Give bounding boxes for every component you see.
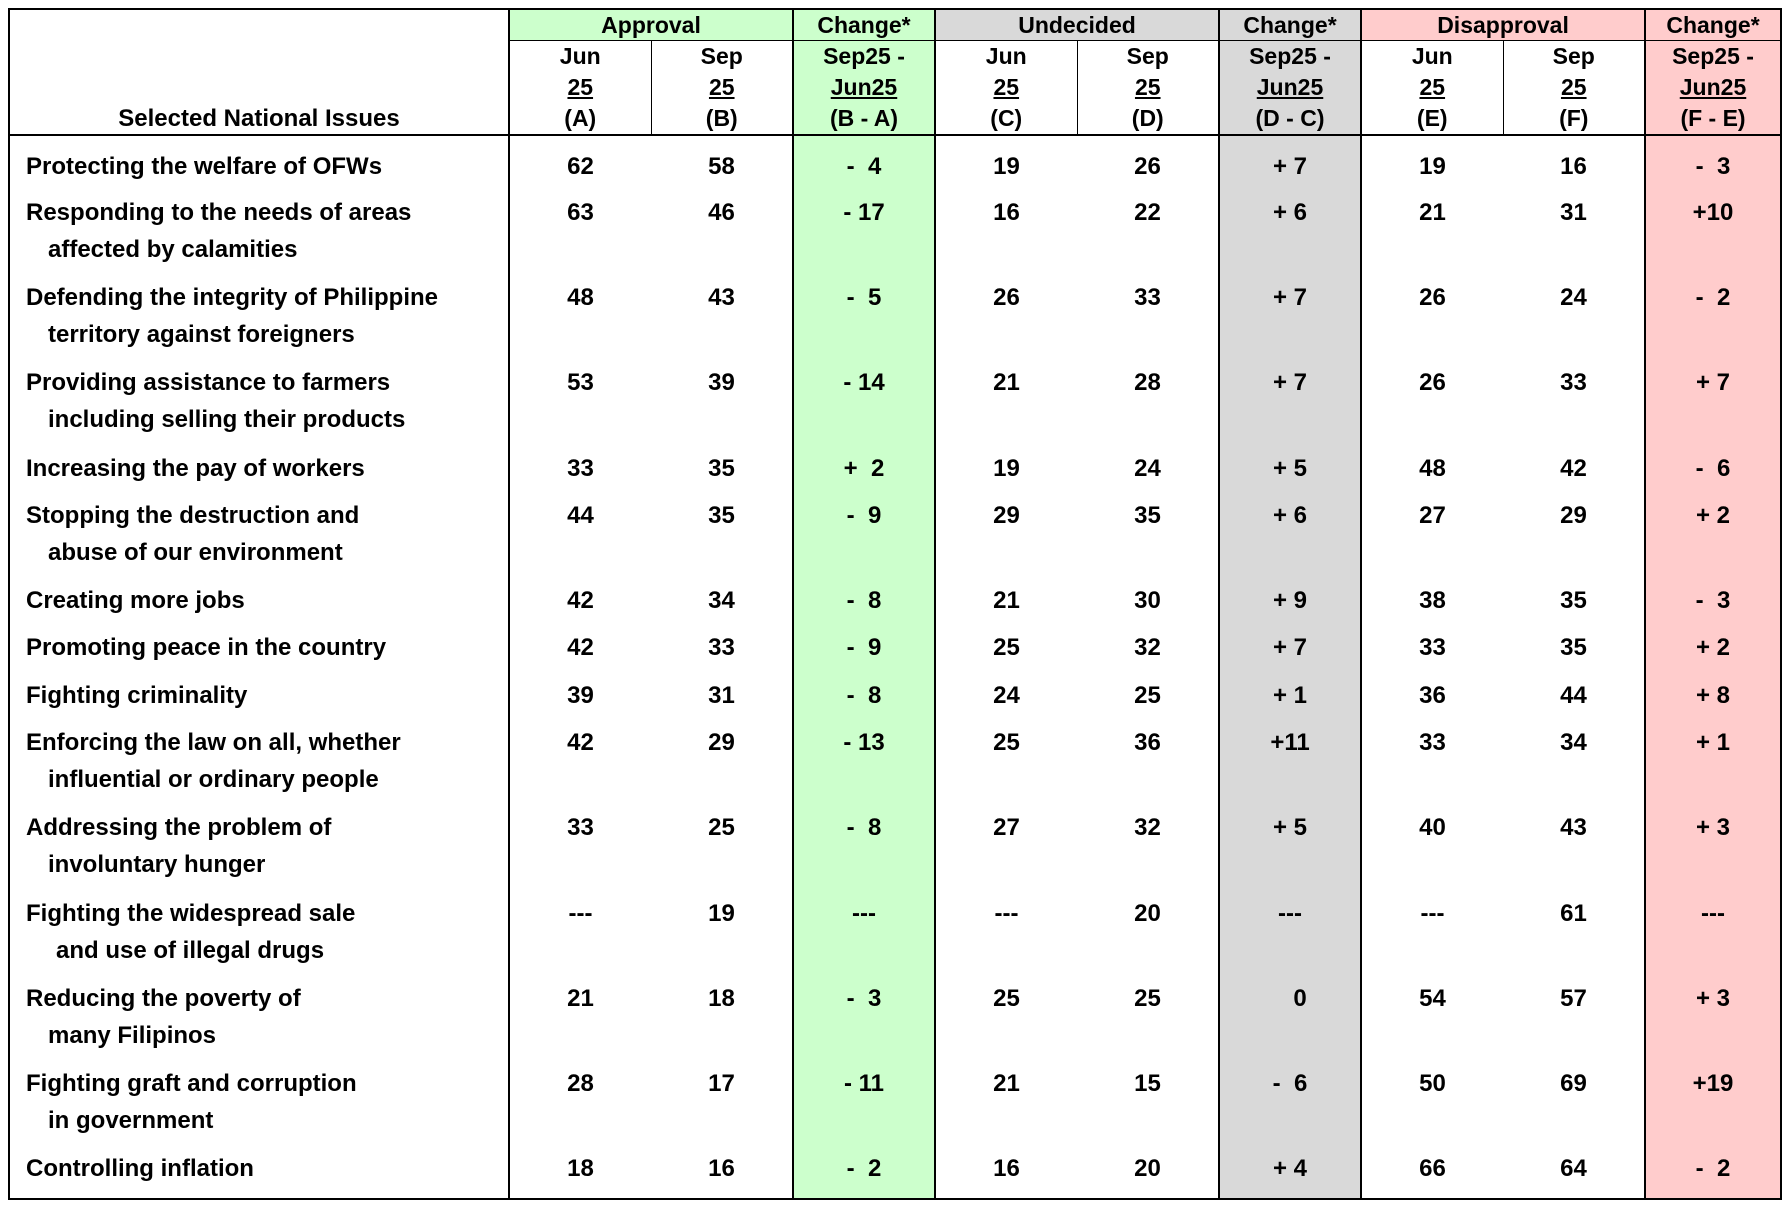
issue-label-line: Fighting criminality <box>26 681 248 709</box>
column-header-line1: Jun <box>559 43 601 69</box>
value-cell: 35 <box>1134 501 1161 529</box>
value-cell: 46 <box>708 198 735 226</box>
value-cell: 35 <box>1560 634 1587 662</box>
table-row <box>9 809 1781 894</box>
value-cell: 25 <box>708 814 735 842</box>
value-cell: 29 <box>935 497 1077 582</box>
issue-label <box>9 677 509 724</box>
value-cell: 29 <box>708 728 735 756</box>
value-cell: 25 <box>935 724 1077 809</box>
row-header-title: Selected National Issues <box>9 9 509 135</box>
column-header-line1: Sep25 - <box>1672 43 1754 69</box>
change-value: + 9 <box>1219 582 1361 629</box>
table-row <box>9 497 1781 582</box>
issue-label-line: in government <box>48 1107 214 1135</box>
group-header-5: Disapproval <box>1361 9 1645 41</box>
issue-label-line: and use of illegal drugs <box>56 936 325 964</box>
change-value: + 3 <box>1645 980 1781 1065</box>
value-cell: 31 <box>1560 198 1587 226</box>
issue-label-line: Stopping the destruction and <box>26 501 360 529</box>
value-cell: 40 <box>1361 809 1503 894</box>
value-cell: 26 <box>1361 279 1503 364</box>
value-cell: 42 <box>509 629 651 676</box>
issue-label <box>9 279 509 364</box>
value-cell: 34 <box>708 587 735 615</box>
value-cell: 16 <box>651 1150 793 1199</box>
value-cell: 25 <box>1134 984 1161 1012</box>
value-cell: 33 <box>1560 369 1587 397</box>
value-cell: --- <box>935 895 1077 980</box>
change-value: - 6 <box>1219 1065 1361 1150</box>
change-value: --- <box>1645 895 1781 980</box>
change-value: - 8 <box>793 809 935 894</box>
change-value: - 8 <box>793 582 935 629</box>
column-header-line2: 25 <box>708 74 735 100</box>
column-header-8 <box>1503 41 1645 136</box>
change-value: - 8 <box>793 677 935 724</box>
value-cell: 17 <box>708 1070 735 1098</box>
change-value: + 8 <box>1645 677 1781 724</box>
issue-label <box>9 194 509 279</box>
value-cell: 57 <box>1560 984 1587 1012</box>
column-header-9 <box>1645 41 1781 136</box>
table-row <box>9 450 1781 497</box>
issue-label <box>9 895 509 980</box>
value-cell: 20 <box>1077 1150 1219 1199</box>
value-cell: 21 <box>935 1065 1077 1150</box>
table-row <box>9 724 1781 809</box>
issue-label-line: territory against foreigners <box>48 321 355 349</box>
column-header-7 <box>1361 41 1503 136</box>
value-cell: 18 <box>708 984 735 1012</box>
change-value: +10 <box>1645 194 1781 279</box>
issue-label <box>9 582 509 629</box>
column-header-line1: Sep <box>1552 43 1595 69</box>
change-value: - 6 <box>1645 450 1781 497</box>
issues-ratings-table <box>8 8 1782 1200</box>
issue-label-line: Fighting the widespread sale <box>26 899 356 927</box>
value-cell: 44 <box>509 497 651 582</box>
issue-label-line: many Filipinos <box>48 1021 217 1049</box>
value-cell: 69 <box>1560 1070 1587 1098</box>
change-value: - 14 <box>793 364 935 449</box>
table-row <box>9 194 1781 279</box>
value-cell: 26 <box>1361 364 1503 449</box>
issue-label-line: Protecting the welfare of OFWs <box>26 153 383 180</box>
value-cell: 42 <box>509 582 651 629</box>
table-row <box>9 895 1781 980</box>
column-header-line3: (F - E) <box>1680 105 1746 131</box>
value-cell: 36 <box>1361 677 1503 724</box>
issue-label <box>9 364 509 449</box>
change-value: - 2 <box>1645 1150 1781 1199</box>
change-value: + 2 <box>1645 497 1781 582</box>
issue-label-line: Responding to the needs of areas <box>26 198 412 226</box>
table-row <box>9 279 1781 364</box>
column-header-line2: 25 <box>567 74 594 100</box>
issue-label-line: Providing assistance to farmers <box>26 369 391 397</box>
change-value: + 5 <box>1219 809 1361 894</box>
value-cell: 16 <box>935 1150 1077 1199</box>
value-cell: 50 <box>1361 1065 1503 1150</box>
column-header-line1: Sep25 - <box>823 43 905 69</box>
column-header-line1: Sep25 - <box>1249 43 1331 69</box>
value-cell: 63 <box>509 194 651 279</box>
column-header-line2: 25 <box>1560 74 1587 100</box>
issue-label <box>9 629 509 676</box>
column-header-line2: 25 <box>1134 74 1161 100</box>
issue-label-line: Addressing the problem of <box>26 814 332 842</box>
value-cell: 21 <box>509 980 651 1065</box>
value-cell: 25 <box>935 980 1077 1065</box>
change-value: - 3 <box>1645 135 1781 194</box>
issue-label-line: including selling their products <box>48 406 406 434</box>
column-header-line2: 25 <box>993 74 1020 100</box>
value-cell: --- <box>1361 895 1503 980</box>
issue-label <box>9 450 509 497</box>
change-value: 0 <box>1219 980 1361 1065</box>
value-cell: 43 <box>1560 814 1587 842</box>
issue-label <box>9 135 509 194</box>
table-row <box>9 135 1781 194</box>
issue-label <box>9 724 509 809</box>
value-cell: 33 <box>1134 284 1161 312</box>
value-cell: 22 <box>1134 198 1161 226</box>
column-header-line3: (B - A) <box>829 105 899 131</box>
change-value: + 2 <box>1645 629 1781 676</box>
value-cell: 29 <box>1560 501 1587 529</box>
column-header-line1: Sep <box>1126 43 1169 69</box>
table-row <box>9 677 1781 724</box>
value-cell: 24 <box>1134 454 1161 482</box>
value-cell: 39 <box>509 677 651 724</box>
table-row <box>9 582 1781 629</box>
value-cell: 33 <box>509 450 651 497</box>
change-value: --- <box>1219 895 1361 980</box>
table-row <box>9 1065 1781 1150</box>
column-header-line1: Sep <box>700 43 743 69</box>
change-value: + 2 <box>793 450 935 497</box>
value-cell: 21 <box>1361 194 1503 279</box>
change-value: --- <box>793 895 935 980</box>
change-value: + 7 <box>1219 279 1361 364</box>
value-cell: 62 <box>509 135 651 194</box>
value-cell: 43 <box>708 284 735 312</box>
value-cell: 25 <box>935 629 1077 676</box>
column-header-line2: Jun25 <box>1256 74 1324 100</box>
table-row <box>9 364 1781 449</box>
value-cell: 18 <box>509 1150 651 1199</box>
column-header-6 <box>1219 41 1361 136</box>
change-value: - 17 <box>793 194 935 279</box>
change-value: - 11 <box>793 1065 935 1150</box>
issue-label-line: Fighting graft and corruption <box>26 1070 357 1098</box>
issue-label-line: affected by calamities <box>48 235 298 263</box>
issue-label-line: abuse of our environment <box>48 538 343 566</box>
issue-label-line: Controlling inflation <box>26 1155 254 1183</box>
issue-label-line: influential or ordinary people <box>48 765 379 793</box>
column-header-line3: (E) <box>1416 105 1448 131</box>
issue-label-line: Enforcing the law on all, whether <box>26 728 401 756</box>
change-value: - 9 <box>793 629 935 676</box>
value-cell: 48 <box>509 279 651 364</box>
group-header-4: Change* <box>1219 9 1361 41</box>
column-header-line2: Jun25 <box>830 74 898 100</box>
issue-label <box>9 1065 509 1150</box>
column-header-1 <box>509 41 651 136</box>
group-header-2: Change* <box>793 9 935 41</box>
value-cell: 19 <box>708 899 735 927</box>
value-cell: 33 <box>708 634 735 662</box>
column-header-line3: (D - C) <box>1255 105 1325 131</box>
value-cell: 15 <box>1134 1070 1161 1098</box>
column-header-line3: (C) <box>990 105 1023 131</box>
value-cell: 28 <box>1134 369 1161 397</box>
value-cell: 21 <box>935 364 1077 449</box>
change-value: + 1 <box>1219 677 1361 724</box>
change-value: - 2 <box>1645 279 1781 364</box>
value-cell: 26 <box>1134 153 1161 180</box>
column-header-line2: 25 <box>1419 74 1446 100</box>
group-header-3: Undecided <box>935 9 1219 41</box>
value-cell: 21 <box>935 582 1077 629</box>
table-row <box>9 980 1781 1065</box>
value-cell: 42 <box>1560 454 1587 482</box>
value-cell: 33 <box>1361 629 1503 676</box>
value-cell: 30 <box>1134 587 1161 615</box>
issue-label-line: Creating more jobs <box>26 587 245 615</box>
change-value: - 4 <box>793 135 935 194</box>
change-value: + 1 <box>1645 724 1781 809</box>
value-cell: 39 <box>708 369 735 397</box>
value-cell: 20 <box>1134 899 1161 927</box>
value-cell: 16 <box>1560 153 1587 180</box>
change-value: + 5 <box>1219 450 1361 497</box>
table-row <box>9 629 1781 676</box>
value-cell: 35 <box>708 501 735 529</box>
value-cell: 24 <box>1560 284 1587 312</box>
value-cell: 28 <box>509 1065 651 1150</box>
change-value: - 3 <box>1645 582 1781 629</box>
change-value: + 6 <box>1219 194 1361 279</box>
value-cell: 27 <box>935 809 1077 894</box>
issue-label-line: Promoting peace in the country <box>26 634 387 662</box>
value-cell: 54 <box>1361 980 1503 1065</box>
group-header-1: Approval <box>509 9 793 41</box>
value-cell: 36 <box>1134 728 1161 756</box>
value-cell: 61 <box>1560 899 1587 927</box>
column-header-line3: (F) <box>1559 105 1589 131</box>
table-row <box>9 1150 1781 1199</box>
change-value: - 2 <box>793 1150 935 1199</box>
group-header-6: Change* <box>1645 9 1781 41</box>
change-value: + 7 <box>1645 364 1781 449</box>
value-cell: 24 <box>935 677 1077 724</box>
change-value: - 5 <box>793 279 935 364</box>
value-cell: 31 <box>708 681 735 709</box>
value-cell: 19 <box>935 135 1077 194</box>
column-header-5 <box>1077 41 1219 136</box>
change-value: + 3 <box>1645 809 1781 894</box>
value-cell: 19 <box>935 450 1077 497</box>
change-value: + 7 <box>1219 364 1361 449</box>
change-value: +11 <box>1219 724 1361 809</box>
change-value: + 4 <box>1219 1150 1361 1199</box>
value-cell: 64 <box>1503 1150 1645 1199</box>
value-cell: 25 <box>1134 681 1161 709</box>
value-cell: 32 <box>1134 814 1161 842</box>
column-header-line3: (D) <box>1131 105 1164 131</box>
value-cell: 42 <box>509 724 651 809</box>
value-cell: 26 <box>935 279 1077 364</box>
column-header-4 <box>935 41 1077 136</box>
value-cell: 16 <box>935 194 1077 279</box>
issue-label <box>9 497 509 582</box>
column-header-line2: Jun25 <box>1679 74 1747 100</box>
column-header-line1: Jun <box>985 43 1027 69</box>
change-value: +19 <box>1645 1065 1781 1150</box>
issue-label-line: Reducing the poverty of <box>26 984 301 1012</box>
value-cell: 66 <box>1361 1150 1503 1199</box>
column-header-line1: Jun <box>1411 43 1453 69</box>
value-cell: 35 <box>708 454 735 482</box>
issue-label-line: Defending the integrity of Philippine <box>26 284 438 312</box>
value-cell: 53 <box>509 364 651 449</box>
issue-label <box>9 1150 509 1199</box>
issue-label-line: Increasing the pay of workers <box>26 454 365 482</box>
value-cell: 33 <box>1361 724 1503 809</box>
change-value: - 9 <box>793 497 935 582</box>
value-cell: 33 <box>509 809 651 894</box>
change-value: + 7 <box>1219 135 1361 194</box>
value-cell: 34 <box>1560 728 1587 756</box>
value-cell: 44 <box>1560 681 1587 709</box>
issue-label-line: involuntary hunger <box>48 851 266 879</box>
value-cell: 27 <box>1361 497 1503 582</box>
issue-label <box>9 809 509 894</box>
change-value: - 13 <box>793 724 935 809</box>
column-header-line3: (B) <box>705 105 738 131</box>
value-cell: 48 <box>1361 450 1503 497</box>
value-cell: 35 <box>1560 587 1587 615</box>
change-value: + 7 <box>1219 629 1361 676</box>
change-value: - 3 <box>793 980 935 1065</box>
value-cell: 32 <box>1134 634 1161 662</box>
value-cell: --- <box>509 895 651 980</box>
value-cell: 38 <box>1361 582 1503 629</box>
value-cell: 58 <box>708 153 735 180</box>
column-header-3 <box>793 41 935 136</box>
column-header-2 <box>651 41 793 136</box>
change-value: + 6 <box>1219 497 1361 582</box>
value-cell: 19 <box>1361 135 1503 194</box>
column-header-line3: (A) <box>564 105 597 131</box>
issue-label <box>9 980 509 1065</box>
